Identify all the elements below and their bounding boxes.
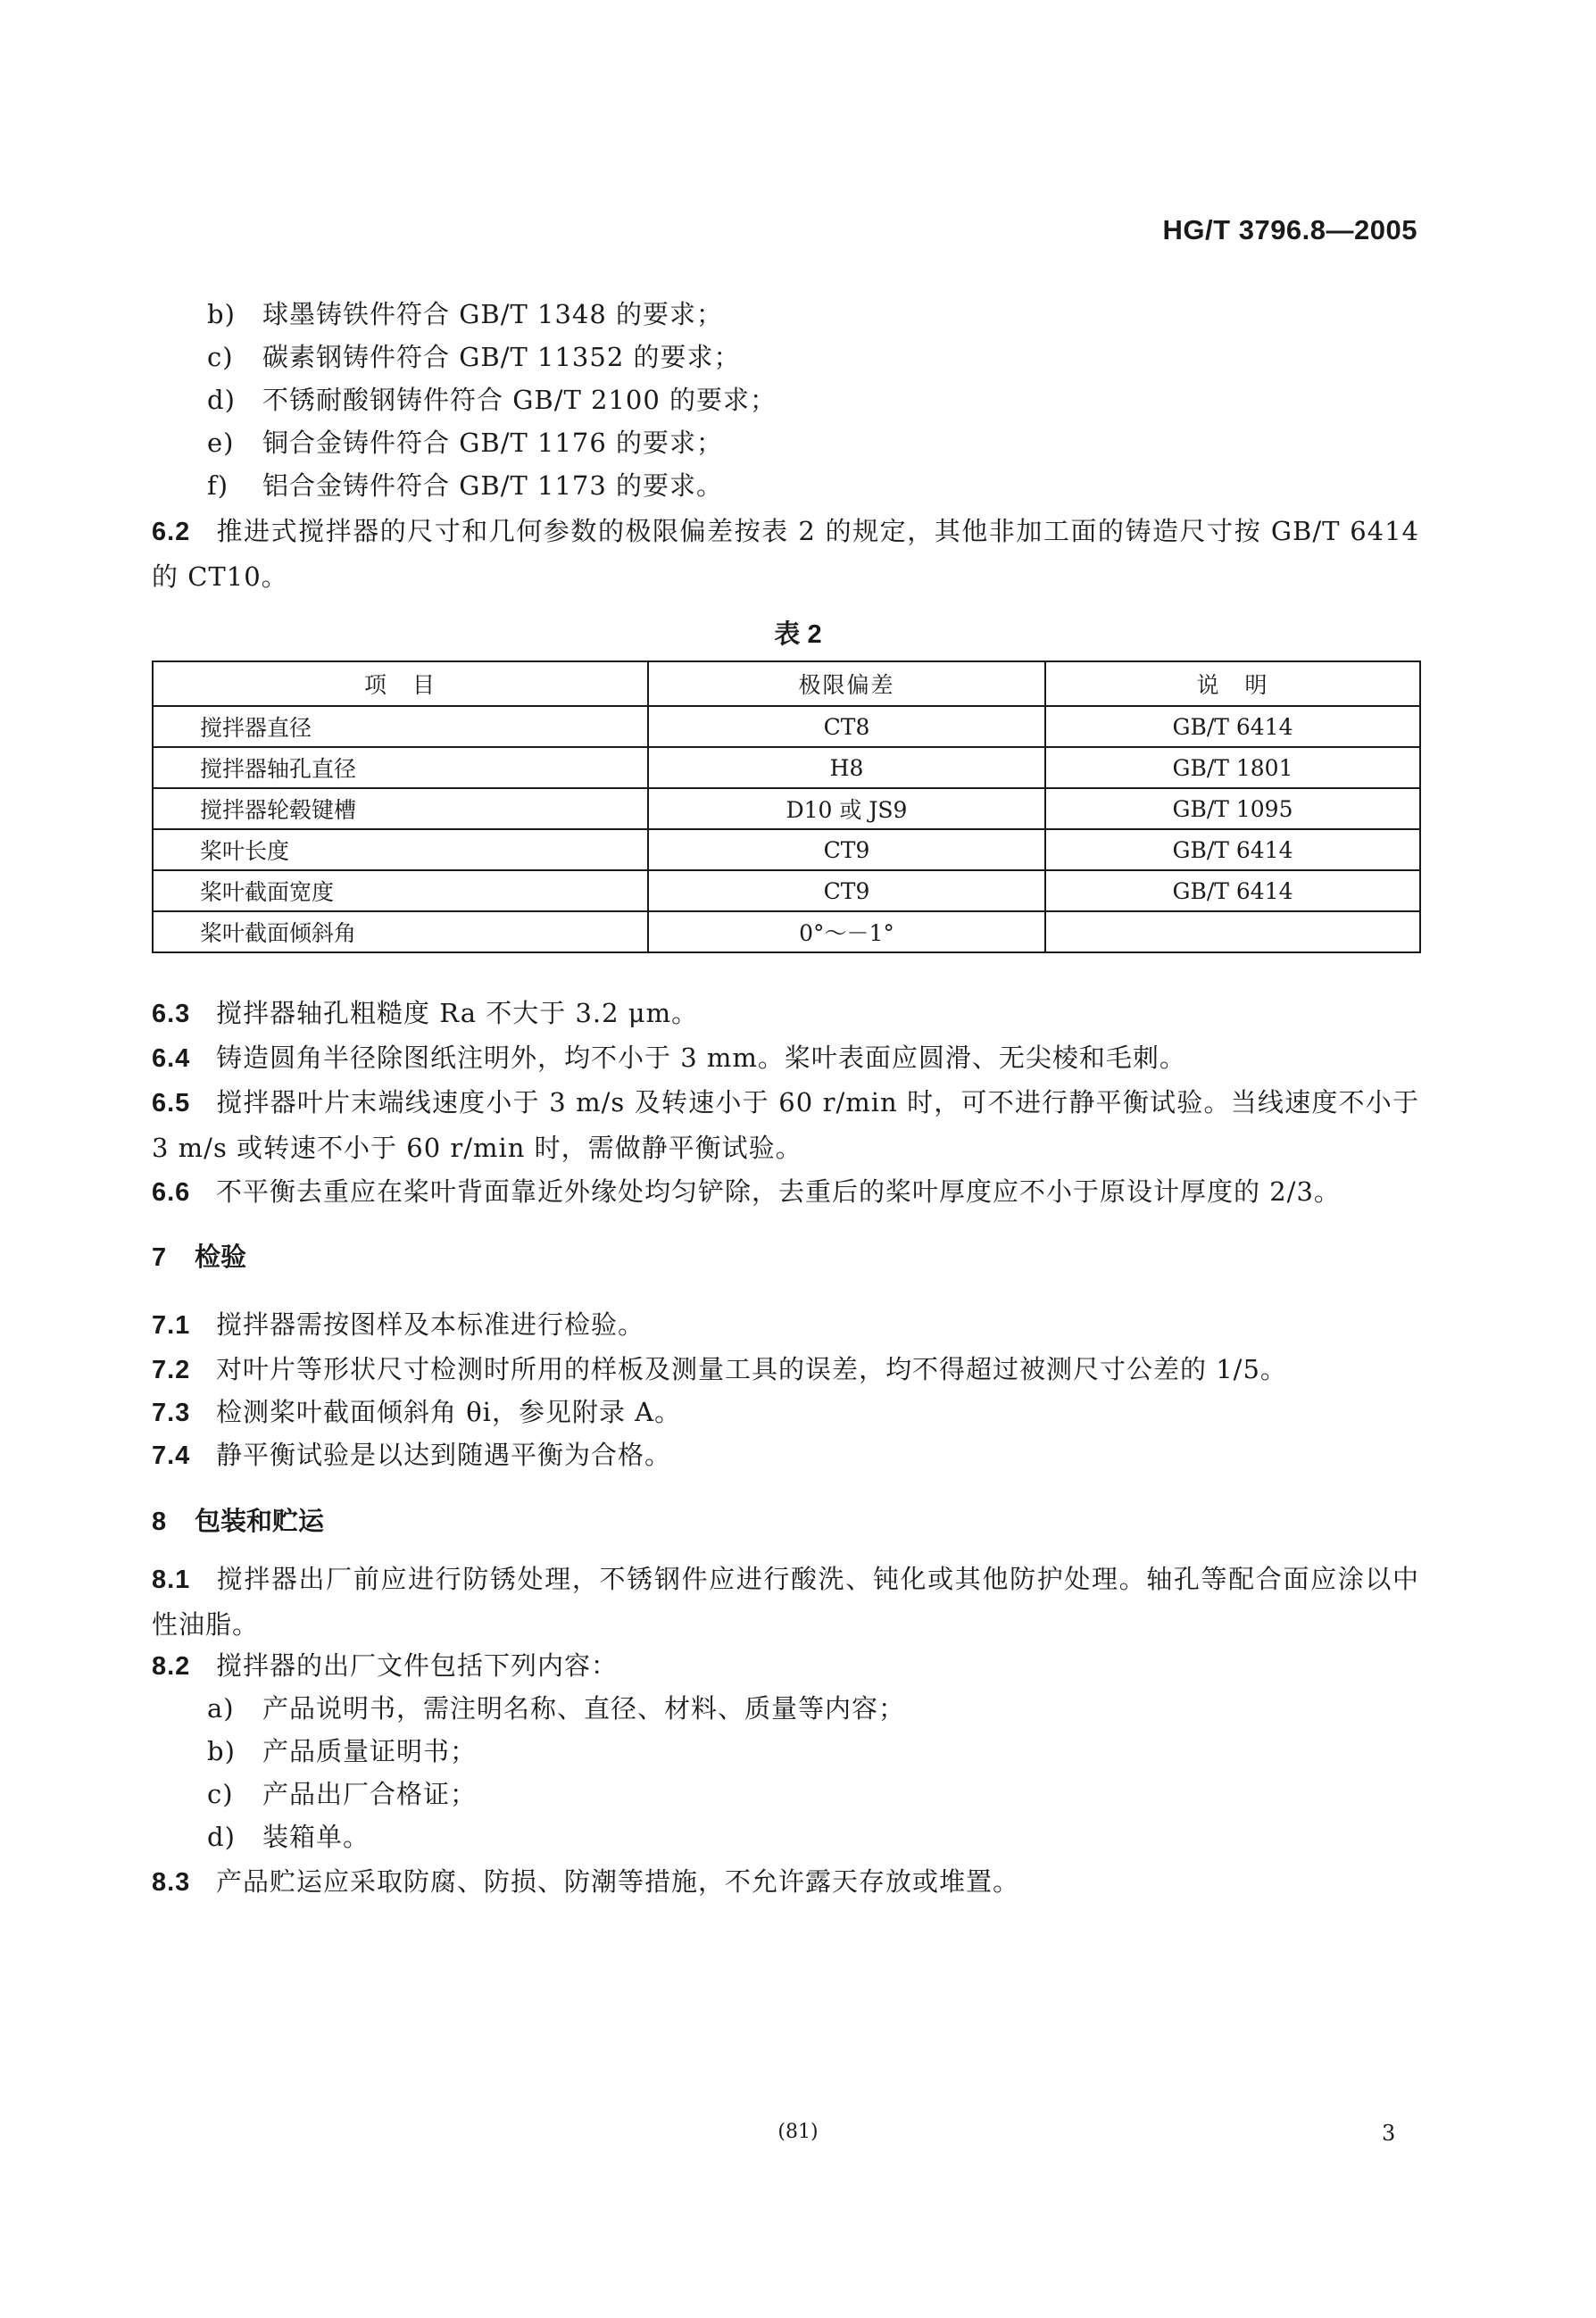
table-caption: 表 2 — [774, 620, 822, 649]
clause-7-1 — [152, 1305, 644, 1342]
table-cell: GB/T 1095 — [1045, 788, 1420, 829]
clause-number: 6.6 — [152, 1178, 191, 1207]
clause-text: 搅拌器出厂前应进行防锈处理，不锈钢件应进行酸洗、钝化或其他防护处理。轴孔等配合面应涂以中性油脂。 — [152, 1564, 1419, 1640]
list-item-text: 铝合金铸件符合 GB/T 1173 的要求。 — [262, 470, 724, 501]
list-item-text: 产品出厂合格证； — [262, 1779, 478, 1809]
list-item-text: 球墨铸铁件符合 GB/T 1348 的要求； — [262, 299, 724, 329]
table-cell — [1045, 911, 1420, 952]
list-item — [207, 1774, 477, 1811]
clause-number: 8.1 — [152, 1566, 191, 1594]
clause-7-2 — [152, 1350, 1287, 1386]
footer-page-number-right: 3 — [1382, 2121, 1396, 2146]
clause-6-3 — [152, 991, 1419, 1036]
clause-text: 检测桨叶截面倾斜角 θi，参见附录 A。 — [216, 1397, 682, 1427]
clause-number: 6.2 — [152, 518, 191, 546]
section-number: 7 — [152, 1243, 167, 1272]
clause-number: 6.4 — [152, 1044, 191, 1073]
table-cell: D10 或 JS9 — [648, 788, 1045, 829]
clause-text: 搅拌器叶片末端线速度小于 3 m/s 及转速小于 60 r/min 时，可不进行静平衡试验。当线速度不小于 3 m/s 或转速不小于 60 r/min 时，需做静平衡试验。 — [152, 1087, 1419, 1163]
table-row — [153, 788, 1420, 829]
clause-text: 产品贮运应采取防腐、防损、防潮等措施，不允许露天存放或堆置。 — [216, 1866, 1020, 1897]
clause-6-5 — [152, 1080, 1419, 1170]
clause-number: 7.4 — [152, 1441, 191, 1470]
list-item-text: 铜合金铸件符合 GB/T 1176 的要求； — [262, 428, 724, 458]
table-cell: 桨叶截面倾斜角 — [153, 911, 648, 952]
list-item-text: 装箱单。 — [262, 1822, 370, 1852]
clause-number: 7.2 — [152, 1356, 191, 1384]
list-item-text: 产品说明书，需注明名称、直径、材料、质量等内容； — [262, 1693, 906, 1724]
list-item-text: 产品质量证明书； — [262, 1736, 478, 1766]
table-row — [153, 747, 1420, 788]
list-item-label: c) — [207, 1779, 234, 1809]
list-item-label: b) — [207, 299, 236, 329]
table-header-cell: 极限偏差 — [648, 661, 1045, 706]
section-7-heading — [152, 1237, 246, 1274]
table-header-cell: 说 明 — [1045, 661, 1420, 706]
footer-page-number-center: (81) — [777, 2121, 819, 2143]
list-item-text: 碳素钢铸件符合 GB/T 11352 的要求； — [262, 342, 741, 372]
table-header-cell: 项 目 — [153, 661, 648, 706]
clause-number: 6.3 — [152, 1000, 191, 1028]
clause-text: 搅拌器的出厂文件包括下列内容： — [216, 1650, 619, 1681]
clause-number: 8.3 — [152, 1868, 191, 1897]
list-item-label: c) — [207, 342, 234, 372]
section-title: 检验 — [195, 1243, 247, 1272]
clause-text: 静平衡试验是以达到随遇平衡为合格。 — [216, 1440, 672, 1470]
clause-text: 铸造圆角半径除图纸注明外，均不小于 3 mm。桨叶表面应圆滑、无尖棱和毛刺。 — [216, 1043, 1186, 1073]
table-cell: GB/T 6414 — [1045, 706, 1420, 747]
clause-8-1 — [152, 1557, 1419, 1647]
list-item-text: 不锈耐酸钢铸件符合 GB/T 2100 的要求； — [262, 385, 777, 415]
table-cell: GB/T 1801 — [1045, 747, 1420, 788]
table-cell: 搅拌器轴孔直径 — [153, 747, 648, 788]
table-cell: CT9 — [648, 870, 1045, 911]
clause-number: 8.2 — [152, 1652, 191, 1681]
list-item — [207, 380, 777, 417]
section-8-heading — [152, 1501, 324, 1538]
table-row — [153, 829, 1420, 870]
standard-code: HG/T 3796.8—2005 — [1162, 214, 1417, 245]
list-item — [207, 295, 723, 331]
clause-text: 对叶片等形状尺寸检测时所用的样板及测量工具的误差，均不得超过被测尺寸公差的 1/5。 — [216, 1354, 1287, 1384]
clause-8-3 — [152, 1862, 1019, 1898]
table-row — [153, 911, 1420, 952]
table-cell: CT9 — [648, 829, 1045, 870]
clause-text: 搅拌器轴孔粗糙度 Ra 不大于 3.2 μm。 — [216, 998, 699, 1028]
table-cell: 桨叶截面宽度 — [153, 870, 648, 911]
table-cell: CT8 — [648, 706, 1045, 747]
section-title: 包装和贮运 — [195, 1508, 325, 1536]
clause-text: 搅拌器需按图样及本标准进行检验。 — [216, 1309, 645, 1340]
table-cell: 0°～－1° — [648, 911, 1045, 952]
clause-8-2 — [152, 1646, 618, 1682]
table-cell: H8 — [648, 747, 1045, 788]
clause-6-6 — [152, 1169, 1419, 1215]
table-cell: 桨叶长度 — [153, 829, 648, 870]
list-item-label: a) — [207, 1693, 235, 1724]
list-item — [207, 1689, 905, 1725]
section-number: 8 — [152, 1508, 167, 1536]
clause-7-3 — [152, 1392, 681, 1429]
clause-7-4 — [152, 1435, 671, 1472]
table-cell: 搅拌器轮毂键槽 — [153, 788, 648, 829]
clause-6-4 — [152, 1035, 1419, 1081]
list-item — [207, 466, 723, 503]
list-item — [207, 337, 741, 374]
table-row — [153, 706, 1420, 747]
table-cell: GB/T 6414 — [1045, 870, 1420, 911]
table-row — [153, 870, 1420, 911]
table-cell: 搅拌器直径 — [153, 706, 648, 747]
list-item-label: f) — [207, 470, 229, 501]
list-item-label: d) — [207, 1822, 236, 1852]
clause-text: 推进式搅拌器的尺寸和几何参数的极限偏差按表 2 的规定，其他非加工面的铸造尺寸按 GB/T 6414的 CT10。 — [152, 516, 1419, 592]
list-item — [207, 423, 723, 460]
list-item-label: e) — [207, 428, 235, 458]
list-item — [207, 1817, 370, 1854]
list-item — [207, 1732, 477, 1768]
table-header-row — [153, 661, 1420, 706]
spec-table — [152, 661, 1421, 953]
list-item-label: b) — [207, 1736, 236, 1766]
clause-number: 7.3 — [152, 1399, 191, 1427]
clause-6-2 — [152, 509, 1419, 599]
clause-number: 7.1 — [152, 1311, 191, 1340]
clause-text: 不平衡去重应在桨叶背面靠近外缘处均匀铲除，去重后的桨叶厚度应不小于原设计厚度的 2/3。 — [216, 1176, 1341, 1207]
clause-number: 6.5 — [152, 1089, 191, 1117]
table-cell: GB/T 6414 — [1045, 829, 1420, 870]
list-item-label: d) — [207, 385, 236, 415]
